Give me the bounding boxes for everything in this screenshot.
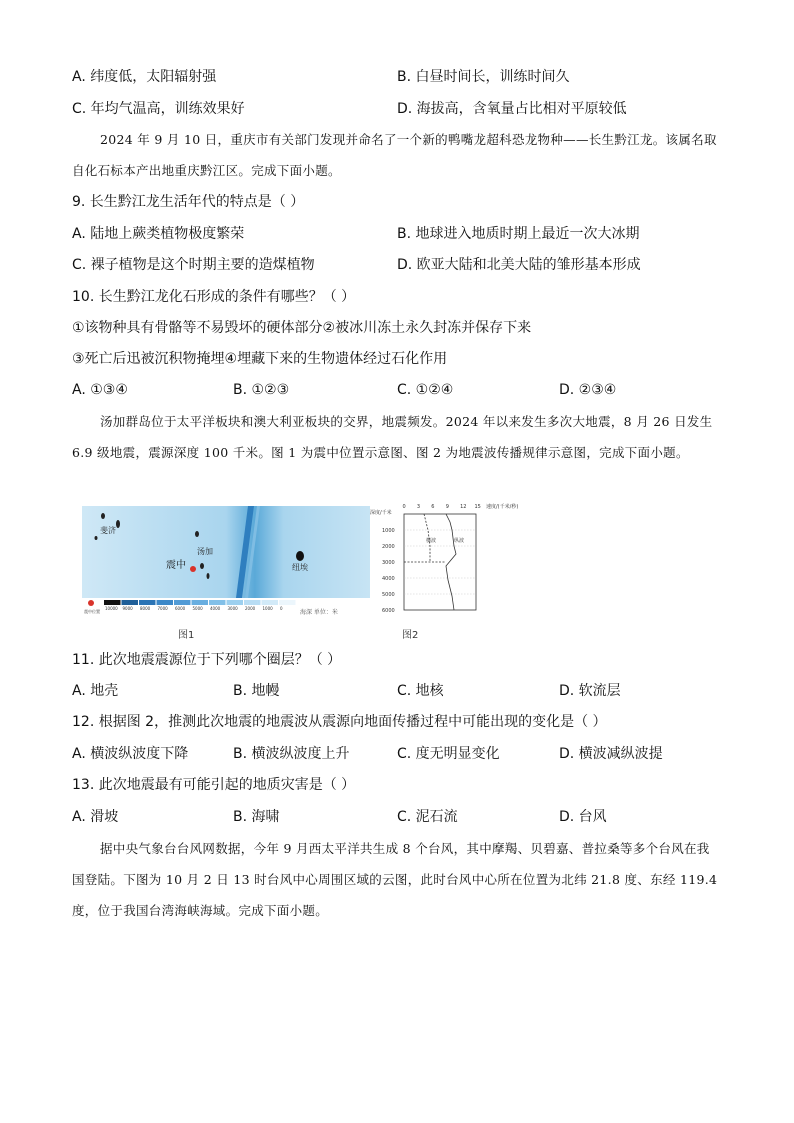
- depth-swatch: [244, 600, 261, 605]
- q12-option-c: C. 度无明显变化: [397, 746, 500, 762]
- q13-stem: 13. 此次地震最有可能引起的地质灾害是（ ）: [72, 777, 356, 793]
- figure-2-seismic-wave-chart: [368, 500, 518, 620]
- legend-epicenter-icon: [88, 600, 94, 606]
- y-tick-label: 6000: [382, 608, 395, 614]
- y-axis-label: 深度/千米: [370, 510, 392, 516]
- label-fiji: 斐济: [100, 526, 116, 535]
- y-tick-label: 2000: [382, 544, 395, 550]
- figure-1-epicenter-map: [82, 506, 370, 616]
- depth-swatch: [209, 600, 226, 605]
- island-tonga-3: [207, 573, 210, 579]
- depth-label: 8000: [140, 606, 151, 611]
- depth-label: 7000: [157, 606, 168, 611]
- island-fiji-2: [116, 520, 120, 528]
- passage-qianjianglong-text: 2024 年 9 月 10 日，重庆市有关部门发现并命名了一个新的鸭嘴龙超科恐龙物种——长生黔江龙。该属名取自化石标本产出地重庆黔江区。完成下面小题。: [72, 132, 717, 178]
- q10-option-b: B. ①②③: [233, 382, 290, 398]
- p-wave-label: 纵波: [454, 538, 465, 544]
- depth-label: 3000: [227, 606, 238, 611]
- q8-option-b: B. 白昼时间长，训练时间久: [397, 69, 570, 85]
- figure-1-caption: 图1: [178, 630, 195, 641]
- figure-2-caption: 图2: [402, 630, 419, 641]
- epicenter-marker: [190, 566, 196, 572]
- depth-label: 6000: [175, 606, 186, 611]
- label-niue: 纽埃: [292, 563, 308, 572]
- island-fiji-3: [95, 536, 98, 540]
- x-tick-label: 9: [445, 504, 449, 510]
- x-tick-label: 12: [460, 504, 467, 510]
- depth-swatch: [279, 600, 296, 605]
- depth-swatch: [227, 600, 244, 605]
- depth-swatch: [174, 600, 191, 605]
- depth-label: 2000: [245, 606, 256, 611]
- x-tick-label: 0: [402, 504, 406, 510]
- y-axis-ticks: [382, 528, 395, 614]
- depth-swatch: [122, 600, 139, 605]
- q12-stem: 12. 根据图 2，推测此次地震的地震波从震源向地面传播过程中可能出现的变化是（ ）: [72, 714, 607, 730]
- q9-stem: 9. 长生黔江龙生活年代的特点是（ ）: [72, 194, 305, 210]
- depth-label: 10000: [105, 606, 118, 611]
- q13-option-c: C. 泥石流: [397, 809, 458, 825]
- q10-stem: 10. 长生黔江龙化石形成的条件有哪些？（ ）: [72, 289, 356, 305]
- q12-option-a: A. 横波纵波度下降: [72, 746, 189, 762]
- q8-option-a: A. 纬度低，太阳辐射强: [72, 69, 217, 85]
- island-tonga-2: [200, 563, 204, 569]
- seismic-wave-svg: [368, 500, 518, 620]
- q10-option-a: A. ①③④: [72, 382, 128, 398]
- q10-option-c: C. ①②④: [397, 382, 454, 398]
- epicenter-map-svg: [82, 506, 370, 616]
- s-wave-label: 横波: [426, 538, 437, 544]
- x-tick-label: 6: [431, 504, 435, 510]
- x-axis-label: 速度/(千米/秒): [486, 504, 518, 510]
- passage-tonga-text: 汤加群岛位于太平洋板块和澳大利亚板块的交界，地震频发。2024 年以来发生多次大地震，8 月 26 日发生 6.9 级地震，震源深度 100 千米。图 1 为震中位置示意图、图 2 为地震波传播规律示意图，完成下面小题。: [72, 414, 713, 460]
- q11-option-b: B. 地幔: [233, 683, 280, 699]
- q9-option-a: A. 陆地上蕨类植物极度繁荣: [72, 226, 245, 242]
- legend-epicenter-label: 震中位置: [84, 609, 100, 614]
- q10-option-d: D. ②③④: [559, 382, 617, 398]
- label-tonga: 汤加: [197, 547, 213, 556]
- island-fiji-1: [101, 513, 105, 519]
- legend-unit: 海深 单位：米: [300, 609, 338, 616]
- depth-swatch: [262, 600, 279, 605]
- depth-label: 4000: [210, 606, 221, 611]
- x-axis-ticks: [403, 504, 481, 510]
- depth-label: 9000: [122, 606, 133, 611]
- q11-option-c: C. 地核: [397, 683, 444, 699]
- depth-label: 1000: [262, 606, 273, 611]
- label-epicenter: 震中: [166, 560, 186, 571]
- depth-swatch: [104, 600, 121, 605]
- y-tick-label: 1000: [382, 528, 395, 534]
- y-tick-label: 4000: [382, 576, 395, 582]
- island-niue: [296, 551, 304, 561]
- depth-swatch: [157, 600, 174, 605]
- depth-swatch: [139, 600, 156, 605]
- q10-condition-line2: ③死亡后迅被沉积物掩埋④埋藏下来的生物遗体经过石化作用: [72, 351, 448, 367]
- y-tick-label: 5000: [382, 592, 395, 598]
- q9-option-d: D. 欧亚大陆和北美大陆的雏形基本形成: [397, 257, 641, 273]
- depth-label: 5000: [192, 606, 203, 611]
- q13-option-d: D. 台风: [559, 809, 607, 825]
- passage-typhoon-text: 据中央气象台台风网数据，今年 9 月西太平洋共生成 8 个台风，其中摩羯、贝碧嘉、普拉桑等多个台风在我国登陆。下图为 10 月 2 日 13 时台风中心周围区域的云图，此时台风中心所在位置为北纬 21.8 度、东经 119.4 度，位于我国台湾海峡海域。完成下面小题。: [72, 841, 718, 918]
- x-tick-label: 15: [474, 504, 481, 510]
- passage-tonga-earthquake: [72, 406, 722, 468]
- passage-qianjianglong: [72, 124, 722, 186]
- q13-option-b: B. 海啸: [233, 809, 280, 825]
- q8-option-c: C. 年均气温高，训练效果好: [72, 101, 245, 117]
- q11-option-d: D. 软流层: [559, 683, 621, 699]
- q9-option-c: C. 裸子植物是这个时期主要的造煤植物: [72, 257, 315, 273]
- y-tick-label: 3000: [382, 560, 395, 566]
- q12-option-d: D. 横波减纵波提: [559, 746, 663, 762]
- q11-stem: 11. 此次地震震源位于下列哪个圈层？（ ）: [72, 652, 342, 668]
- q10-condition-line1: ①该物种具有骨骼等不易毁坏的硬体部分②被冰川冻土永久封冻并保存下来: [72, 320, 532, 336]
- island-tonga-1: [195, 531, 199, 537]
- q9-option-b: B. 地球进入地质时期上最近一次大冰期: [397, 226, 640, 242]
- q11-option-a: A. 地壳: [72, 683, 119, 699]
- sea-background: [82, 506, 370, 598]
- x-tick-label: 3: [416, 504, 421, 510]
- passage-typhoon: [72, 833, 722, 926]
- depth-swatch: [192, 600, 209, 605]
- q13-option-a: A. 滑坡: [72, 809, 119, 825]
- depth-label: 0: [280, 606, 283, 611]
- q8-option-d: D. 海拔高，含氧量占比相对平原较低: [397, 101, 627, 117]
- p-wave-curve: [446, 514, 456, 610]
- q12-option-b: B. 横波纵波度上升: [233, 746, 350, 762]
